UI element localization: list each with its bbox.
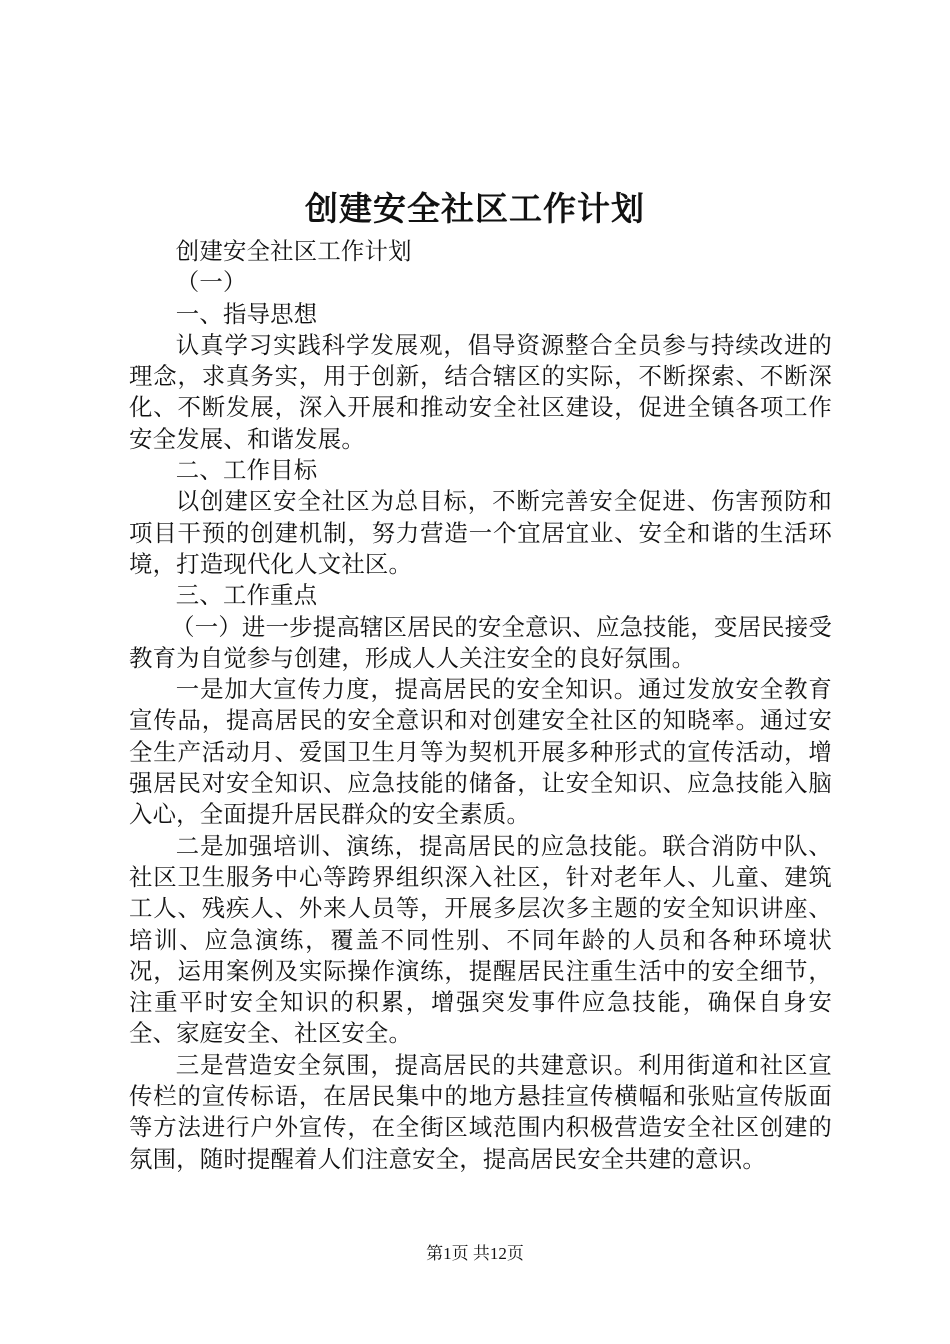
body-paragraph: 认真学习实践科学发展观，倡导资源整合全员参与持续改进的理念，求真务实，用于创新，结合辖区的实际，不断探索、不断深化、不断发展，深入开展和推动安全社区建设，促进全镇各项工作安全发展、和谐发展。 bbox=[129, 330, 832, 453]
section-heading: 三、工作重点 bbox=[175, 581, 318, 610]
section-heading: 二、工作目标 bbox=[175, 456, 318, 485]
document-title: 创建安全社区工作计划 bbox=[305, 189, 645, 228]
body-paragraph: 创建安全社区工作计划 bbox=[175, 237, 412, 265]
body-paragraph: 以创建区安全社区为总目标，不断完善安全促进、伤害预防和项目干预的创建机制，努力营造一个宜居宜业、安全和谐的生活环境，打造现代化人文社区。 bbox=[129, 487, 832, 578]
body-paragraph: 三是营造安全氛围，提高居民的共建意识。利用街道和社区宣传栏的宣传标语，在居民集中的地方悬挂宣传横幅和张贴宣传版面等方法进行户外宣传，在全街区域范围内积极营造安全社区创建的氛围，随时提醒着人们注意安全，提高居民安全共建的意识。 bbox=[129, 1050, 832, 1173]
section-heading: 一、指导思想 bbox=[175, 299, 318, 328]
page-footer: 第1页 共12页 bbox=[426, 1244, 524, 1263]
body-paragraph: （一）进一步提高辖区居民的安全意识、应急技能，变居民接受教育为自觉参与创建，形成人人关注安全的良好氛围。 bbox=[129, 612, 832, 672]
body-paragraph: （一） bbox=[175, 268, 247, 297]
document-body bbox=[129, 236, 832, 1175]
body-paragraph: 一是加大宣传力度，提高居民的安全知识。通过发放安全教育宣传品，提高居民的安全意识和对创建安全社区的知晓率。通过安全生产活动月、爱国卫生月等为契机开展多种形式的宣传活动，增强居民对安全知识、应急技能的储备，让安全知识、应急技能入脑入心，全面提升居民群众的安全素质。 bbox=[129, 675, 832, 829]
body-paragraph: 二是加强培训、演练，提高居民的应急技能。联合消防中队、社区卫生服务中心等跨界组织深入社区，针对老年人、儿童、建筑工人、残疾人、外来人员等，开展多层次多主题的安全知识讲座、培训、应急演练，覆盖不同性别、不同年龄的人员和各种环境状况，运用案例及实际操作演练，提醒居民注重生活中的安全细节，注重平时安全知识的积累，增强突发事件应急技能，确保自身安全、家庭安全、社区安全。 bbox=[129, 831, 832, 1048]
